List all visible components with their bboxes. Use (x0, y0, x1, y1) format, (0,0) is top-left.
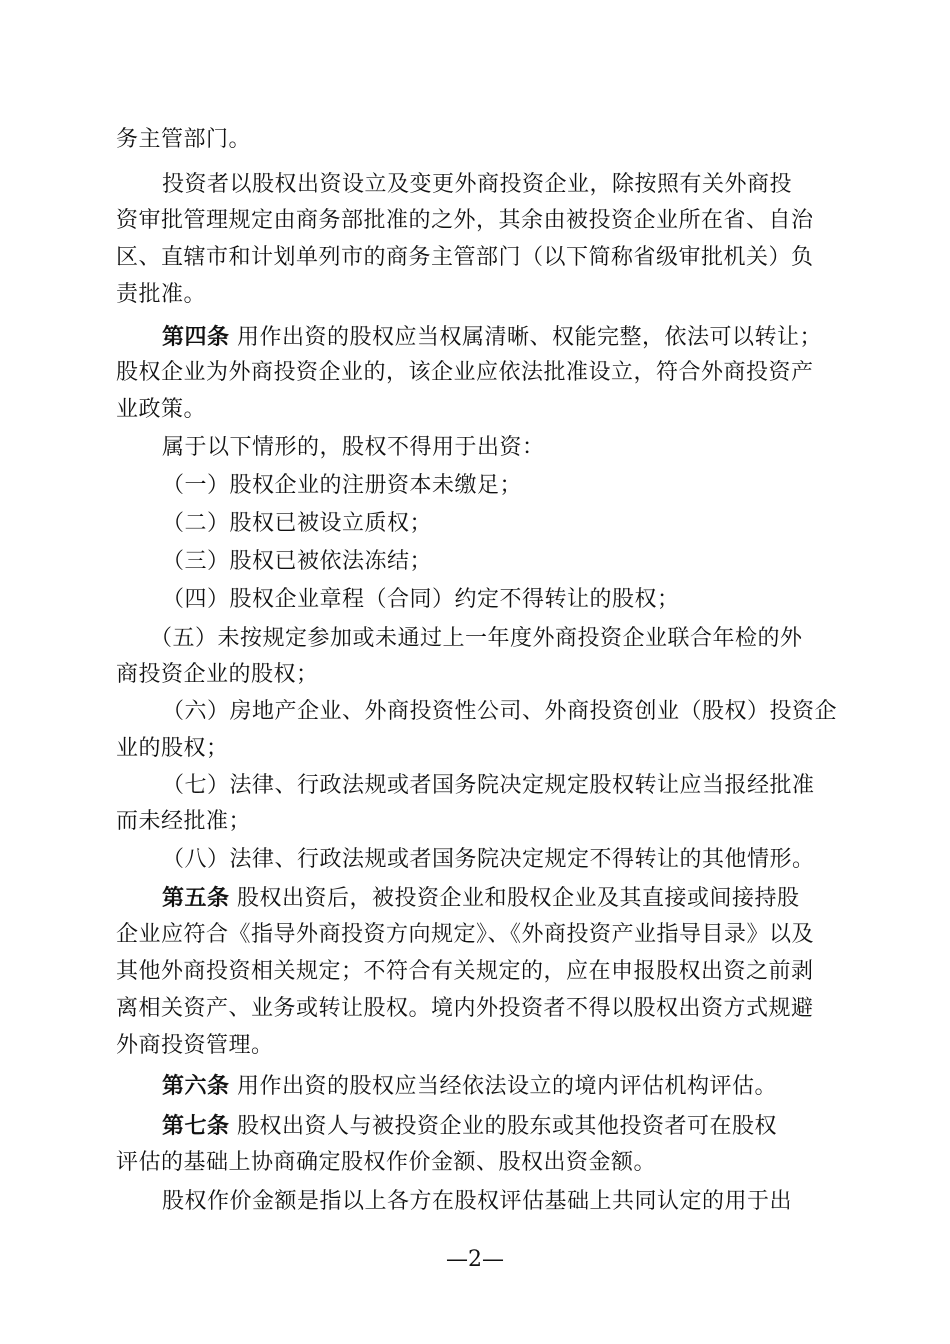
article-5-line: 第五条 股权出资后，被投资企业和股权企业及其直接或间接持股 (162, 885, 800, 911)
text-line: 而未经批准； (116, 809, 252, 834)
text-line: 区、直辖市和计划单列市的商务主管部门（以下简称省级审批机关）负 (116, 245, 814, 270)
list-item: （二）股权已被设立质权； (162, 511, 433, 536)
text-line: 商投资企业的股权； (116, 662, 319, 687)
list-item: （一）股权企业的注册资本未缴足； (162, 473, 523, 498)
article-heading: 第六条 (162, 1073, 230, 1099)
text-line: 企业应符合《指导外商投资方向规定》、《外商投资产业指导目录》以及 (116, 922, 815, 947)
text-line: 业的股权； (116, 736, 229, 761)
text-line: 其他外商投资相关规定；不符合有关规定的，应在申报股权出资之前剥 (116, 959, 814, 984)
article-heading: 第七条 (162, 1113, 230, 1139)
list-item: （五）未按规定参加或未通过上一年度外商投资企业联合年检的外 (150, 626, 803, 651)
list-item: （七）法律、行政法规或者国务院决定规定股权转让应当报经批准 (162, 773, 815, 798)
article-7-line: 第七条 股权出资人与被投资企业的股东或其他投资者可在股权 (162, 1113, 778, 1139)
text-line: 责批准。 (116, 282, 207, 307)
list-item: （三）股权已被依法冻结； (162, 549, 433, 574)
list-item: （六）房地产企业、外商投资性公司、外商投资创业（股权）投资企 (162, 699, 838, 724)
text-line: 务主管部门。 (116, 127, 252, 152)
text-line: 业政策。 (116, 397, 207, 422)
text-line: 离相关资产、业务或转让股权。境内外投资者不得以股权出资方式规避 (116, 996, 814, 1021)
page-number: —2— (446, 1247, 504, 1272)
text-line: 股权作价金额是指以上各方在股权评估基础上共同认定的用于出 (162, 1189, 793, 1214)
text-line: 股权企业为外商投资企业的，该企业应依法批准设立，符合外商投资产 (116, 360, 814, 385)
article-heading: 第五条 (162, 885, 230, 911)
text-line: 评估的基础上协商确定股权作价金额、股权出资金额。 (116, 1150, 657, 1175)
article-4-line: 第四条 用作出资的股权应当权属清晰、权能完整，依法可以转让； (162, 324, 823, 350)
article-6-line: 第六条 用作出资的股权应当经依法设立的境内评估机构评估。 (162, 1073, 778, 1099)
text-line: 资审批管理规定由商务部批准的之外，其余由被投资企业所在省、自治 (116, 208, 814, 233)
article-heading: 第四条 (162, 324, 230, 350)
text-line: 外商投资管理。 (116, 1033, 274, 1058)
list-item: （八）法律、行政法规或者国务院决定规定不得转让的其他情形。 (162, 847, 815, 872)
list-item: （四）股权企业章程（合同）约定不得转让的股权； (162, 587, 680, 612)
text-line: 投资者以股权出资设立及变更外商投资企业，除按照有关外商投 (162, 172, 793, 197)
text-line: 属于以下情形的，股权不得用于出资： (162, 435, 545, 460)
